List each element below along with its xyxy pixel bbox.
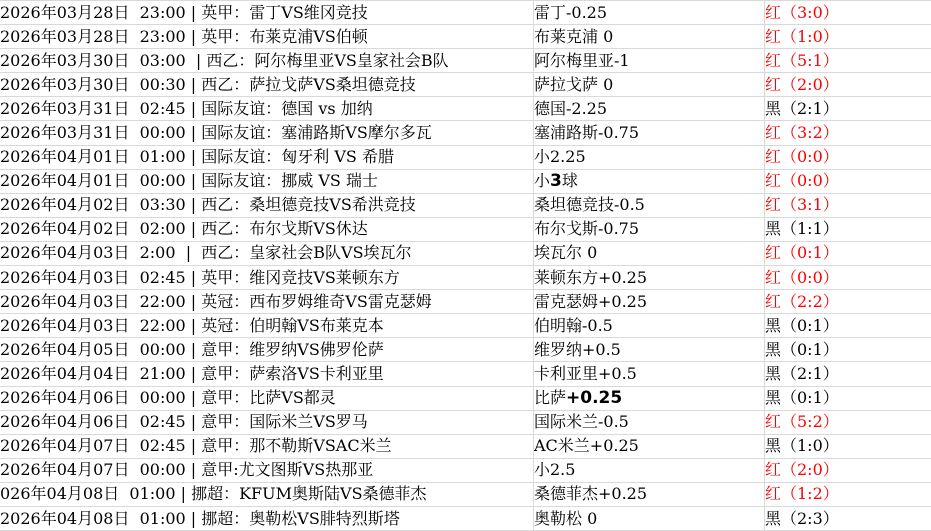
match-schedule-cell[interactable]: 2026年04月01日 01:00 | 国际友谊：匈牙利 VS 希腊 [0, 145, 534, 169]
match-schedule-cell[interactable]: 2026年04月01日 00:00 | 国际友谊：挪威 VS 瑞士 [0, 169, 534, 193]
result-cell[interactable]: 红（0:1） [765, 241, 931, 265]
table-row [0, 241, 931, 265]
result-cell[interactable]: 黑（0:1） [765, 386, 931, 410]
table-row [0, 482, 931, 506]
handicap-pick-cell[interactable]: 比萨+0.25 [534, 386, 765, 410]
match-schedule-cell[interactable]: 2026年04月04日 21:00 | 意甲：萨索洛VS卡利亚里 [0, 362, 534, 386]
match-schedule-cell[interactable]: 2026年03月31日 00:00 | 国际友谊：塞浦路斯VS摩尔多瓦 [0, 121, 534, 145]
pick-bold-text: 3 [550, 170, 562, 191]
table-row [0, 169, 931, 193]
result-cell[interactable]: 黑（2:1） [765, 362, 931, 386]
table-row [0, 97, 931, 121]
handicap-pick-cell[interactable]: 卡利亚里+0.5 [534, 362, 765, 386]
match-schedule-cell[interactable]: 026年04月08日 01:00 | 挪超：KFUM奥斯陆VS桑德菲杰 [0, 482, 534, 506]
handicap-pick-cell[interactable]: 奥勒松 0 [534, 506, 765, 530]
table-row [0, 410, 931, 434]
handicap-pick-cell[interactable]: 布莱克浦 0 [534, 25, 765, 49]
handicap-pick-cell[interactable]: 维罗纳+0.5 [534, 338, 765, 362]
handicap-pick-cell[interactable]: 桑坦德竞技-0.5 [534, 193, 765, 217]
match-schedule-cell[interactable]: 2026年04月05日 00:00 | 意甲：维罗纳VS佛罗伦萨 [0, 338, 534, 362]
pick-bold-text: +0.25 [566, 387, 623, 408]
handicap-pick-cell[interactable]: 小2.5 [534, 458, 765, 482]
table-row [0, 266, 931, 290]
match-schedule-cell[interactable]: 2026年03月28日 23:00 | 英甲：雷丁VS维冈竞技 [0, 1, 534, 25]
result-cell[interactable]: 红（2:0） [765, 458, 931, 482]
handicap-pick-cell[interactable]: 小2.25 [534, 145, 765, 169]
betting-results-table-body [0, 1, 931, 531]
match-schedule-cell[interactable]: 2026年04月08日 01:00 | 挪超：奥勒松VS腓特烈斯塔 [0, 506, 534, 530]
match-schedule-cell[interactable]: 2026年04月03日 2:00 | 西乙：皇家社会B队VS埃瓦尔 [0, 241, 534, 265]
handicap-pick-cell[interactable]: 塞浦路斯-0.75 [534, 121, 765, 145]
match-schedule-cell[interactable]: 2026年03月31日 02:45 | 国际友谊：德国 vs 加纳 [0, 97, 534, 121]
handicap-pick-cell[interactable]: 德国-2.25 [534, 97, 765, 121]
match-schedule-cell[interactable]: 2026年03月28日 23:00 | 英甲：布莱克浦VS伯顿 [0, 25, 534, 49]
handicap-pick-cell[interactable]: 布尔戈斯-0.75 [534, 217, 765, 241]
table-row [0, 49, 931, 73]
table-row [0, 338, 931, 362]
result-cell[interactable]: 黑（1:0） [765, 434, 931, 458]
handicap-pick-cell[interactable]: 伯明翰-0.5 [534, 314, 765, 338]
table-row [0, 25, 931, 49]
handicap-pick-cell[interactable]: 阿尔梅里亚-1 [534, 49, 765, 73]
match-schedule-cell[interactable]: 2026年04月06日 02:45 | 意甲：国际米兰VS罗马 [0, 410, 534, 434]
table-row [0, 121, 931, 145]
handicap-pick-cell[interactable]: 桑德菲杰+0.25 [534, 482, 765, 506]
handicap-pick-cell[interactable]: AC米兰+0.25 [534, 434, 765, 458]
result-cell[interactable]: 黑（2:1） [765, 97, 931, 121]
handicap-pick-cell[interactable]: 雷克瑟姆+0.25 [534, 290, 765, 314]
result-cell[interactable]: 红（5:2） [765, 410, 931, 434]
result-cell[interactable]: 黑（2:3） [765, 506, 931, 530]
handicap-pick-cell[interactable]: 莱顿东方+0.25 [534, 266, 765, 290]
table-row [0, 506, 931, 530]
result-cell[interactable]: 黑（1:1） [765, 217, 931, 241]
result-cell[interactable]: 红（3:0） [765, 1, 931, 25]
handicap-pick-cell[interactable]: 埃瓦尔 0 [534, 241, 765, 265]
result-cell[interactable]: 黑（0:1） [765, 314, 931, 338]
handicap-pick-cell[interactable]: 萨拉戈萨 0 [534, 73, 765, 97]
result-cell[interactable]: 红（2:2） [765, 290, 931, 314]
result-cell[interactable]: 红（2:0） [765, 73, 931, 97]
result-cell[interactable]: 红（0:0） [765, 266, 931, 290]
match-schedule-cell[interactable]: 2026年03月30日 03:00 | 西乙：阿尔梅里亚VS皇家社会B队 [0, 49, 534, 73]
match-schedule-cell[interactable]: 2026年04月03日 22:00 | 英冠：西布罗姆维奇VS雷克瑟姆 [0, 290, 534, 314]
match-schedule-cell[interactable]: 2026年04月03日 02:45 | 英甲：维冈竞技VS莱顿东方 [0, 266, 534, 290]
match-schedule-cell[interactable]: 2026年04月06日 00:00 | 意甲：比萨VS都灵 [0, 386, 534, 410]
table-row [0, 434, 931, 458]
match-schedule-cell[interactable]: 2026年04月07日 02:45 | 意甲：那不勒斯VSAC米兰 [0, 434, 534, 458]
result-cell[interactable]: 红（1:0） [765, 25, 931, 49]
table-row [0, 1, 931, 25]
table-row [0, 73, 931, 97]
table-row [0, 386, 931, 410]
result-cell[interactable]: 红（1:2） [765, 482, 931, 506]
table-row [0, 362, 931, 386]
table-row [0, 193, 931, 217]
match-schedule-cell[interactable]: 2026年04月02日 02:00 | 西乙：布尔戈斯VS休达 [0, 217, 534, 241]
table-row [0, 145, 931, 169]
result-cell[interactable]: 黑（0:1） [765, 338, 931, 362]
result-cell[interactable]: 红（0:0） [765, 145, 931, 169]
handicap-pick-cell[interactable]: 雷丁-0.25 [534, 1, 765, 25]
table-row [0, 314, 931, 338]
handicap-pick-cell[interactable]: 小3球 [534, 169, 765, 193]
match-schedule-cell[interactable]: 2026年04月02日 03:30 | 西乙：桑坦德竞技VS希洪竞技 [0, 193, 534, 217]
table-row [0, 458, 931, 482]
handicap-pick-cell[interactable]: 国际米兰-0.5 [534, 410, 765, 434]
match-schedule-cell[interactable]: 2026年04月03日 22:00 | 英冠：伯明翰VS布莱克本 [0, 314, 534, 338]
result-cell[interactable]: 红（3:1） [765, 193, 931, 217]
result-cell[interactable]: 红（3:2） [765, 121, 931, 145]
result-cell[interactable]: 红（5:1） [765, 49, 931, 73]
table-row [0, 217, 931, 241]
result-cell[interactable]: 红（0:0） [765, 169, 931, 193]
match-schedule-cell[interactable]: 2026年03月30日 00:30 | 西乙：萨拉戈萨VS桑坦德竞技 [0, 73, 534, 97]
table-row [0, 290, 931, 314]
match-schedule-cell[interactable]: 2026年04月07日 00:00 | 意甲:尤文图斯VS热那亚 [0, 458, 534, 482]
